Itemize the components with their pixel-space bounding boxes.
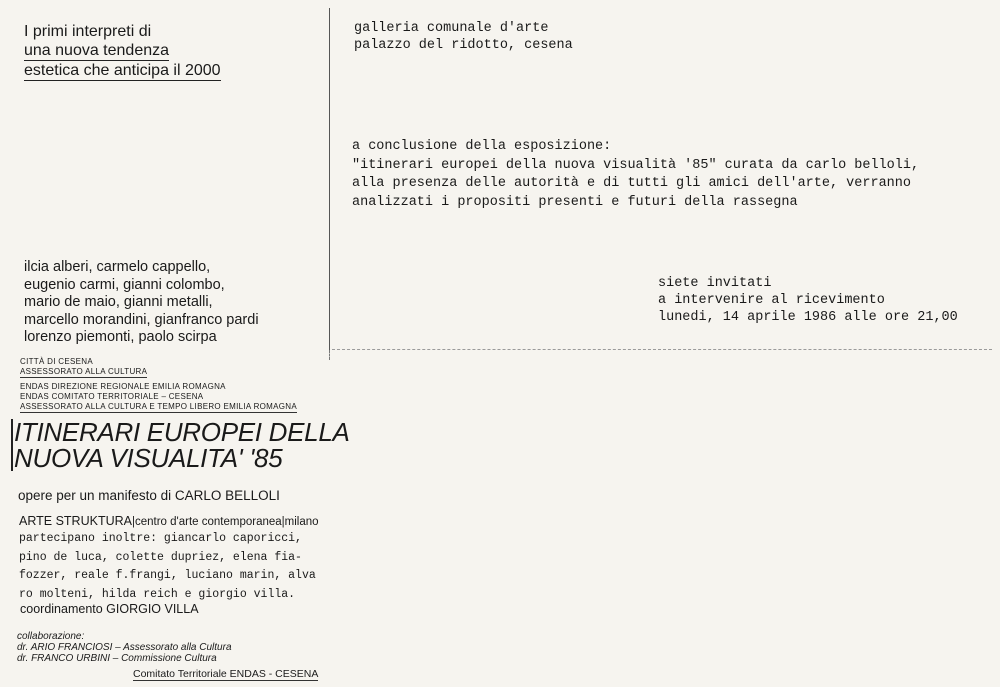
organizer-line: ASSESSORATO ALLA CULTURA (20, 367, 148, 376)
arte-city: milano (284, 516, 319, 528)
coordination: coordinamento GIORGIO VILLA (20, 602, 199, 616)
invitation-line: a intervenire al ricevimento (658, 293, 885, 308)
organizer-line: ENDAS DIREZIONE REGIONALE EMILIA ROMAGNA (20, 382, 226, 391)
venue (354, 20, 573, 54)
committee (133, 668, 318, 680)
exhibition-title (14, 419, 350, 471)
participants-line: fozzer, reale f.frangi, luciano marin, alva (19, 569, 316, 583)
artists-line: marcello morandini, gianfranco pardi (24, 311, 259, 328)
collab-line: collaborazione: (17, 631, 85, 642)
venue-line: palazzo del ridotto, cesena (354, 38, 573, 53)
collaboration (17, 631, 232, 664)
subtitle: opere per un manifesto di CARLO BELLOLI (18, 488, 280, 503)
vertical-fold-mark (329, 350, 330, 360)
venue-line: galleria comunale d'arte (354, 21, 549, 36)
organizers-endas (20, 382, 297, 413)
tagline-line: estetica che anticipa il 2000 (24, 62, 221, 79)
exhibition-title-line: ITINERARI EUROPEI DELLA (14, 417, 350, 447)
invitation (658, 275, 958, 326)
participants-line: partecipano inoltre: giancarlo caporicci, (19, 532, 302, 545)
participants-line: ro molteni, hilda reich e giorgio villa. (19, 587, 296, 601)
tagline-line: I primi interpreti di (24, 23, 152, 40)
organizers-city (20, 357, 147, 378)
announcement-line: alla presenza delle autorità e di tutti gli amici dell'arte, verranno (352, 176, 911, 191)
vertical-divider (329, 8, 330, 350)
announcement-line: "itinerari europei della nuova visualità '85" curata da carlo belloli, (352, 157, 920, 173)
participants-line: pino de luca, colette dupriez, elena fia- (19, 550, 302, 564)
participants (19, 530, 316, 604)
arte-center: centro d'arte contemporanea (134, 516, 282, 528)
collab-line: dr. FRANCO URBINI – Commissione Cultura (17, 653, 217, 664)
organizer-line: CITTÀ DI CESENA (20, 357, 93, 366)
tagline (24, 22, 284, 81)
title-bar (11, 419, 13, 471)
announcement-text (352, 138, 919, 212)
artists-line: lorenzo piemonti, paolo scirpa (24, 329, 217, 345)
exhibition-title-line: NUOVA VISUALITA' '85 (14, 443, 283, 473)
organizer-line: ENDAS COMITATO TERRITORIALE – CESENA (20, 392, 204, 401)
horizontal-fold-line (332, 349, 992, 350)
arte-name: ARTE STRUKTURA (19, 514, 132, 528)
invitation-line: lunedi, 14 aprile 1986 alle ore 21,00 (658, 310, 958, 325)
organizer-line: ASSESSORATO ALLA CULTURA E TEMPO LIBERO EMILIA ROMAGNA (20, 402, 298, 411)
arte-struktura: ARTE STRUKTURA|centro d'arte contemporanea|milano (19, 514, 319, 528)
collab-line: dr. ARIO FRANCIOSI – Assessorato alla Cultura (17, 642, 232, 653)
invitation-line: siete invitati (658, 276, 772, 291)
artists-list (24, 259, 259, 347)
artists-line: ilcia alberi, carmelo cappello, (24, 259, 211, 275)
artists-line: mario de maio, gianni metalli, (24, 294, 213, 310)
announcement-line: analizzati i propositi presenti e futuri della rassegna (352, 194, 798, 210)
announcement-line: a conclusione della esposizione: (352, 139, 612, 154)
tagline-line: una nuova tendenza (24, 42, 170, 59)
committee-text: Comitato Territoriale ENDAS - CESENA (133, 668, 319, 680)
artists-line: eugenio carmi, gianni colombo, (24, 276, 225, 293)
